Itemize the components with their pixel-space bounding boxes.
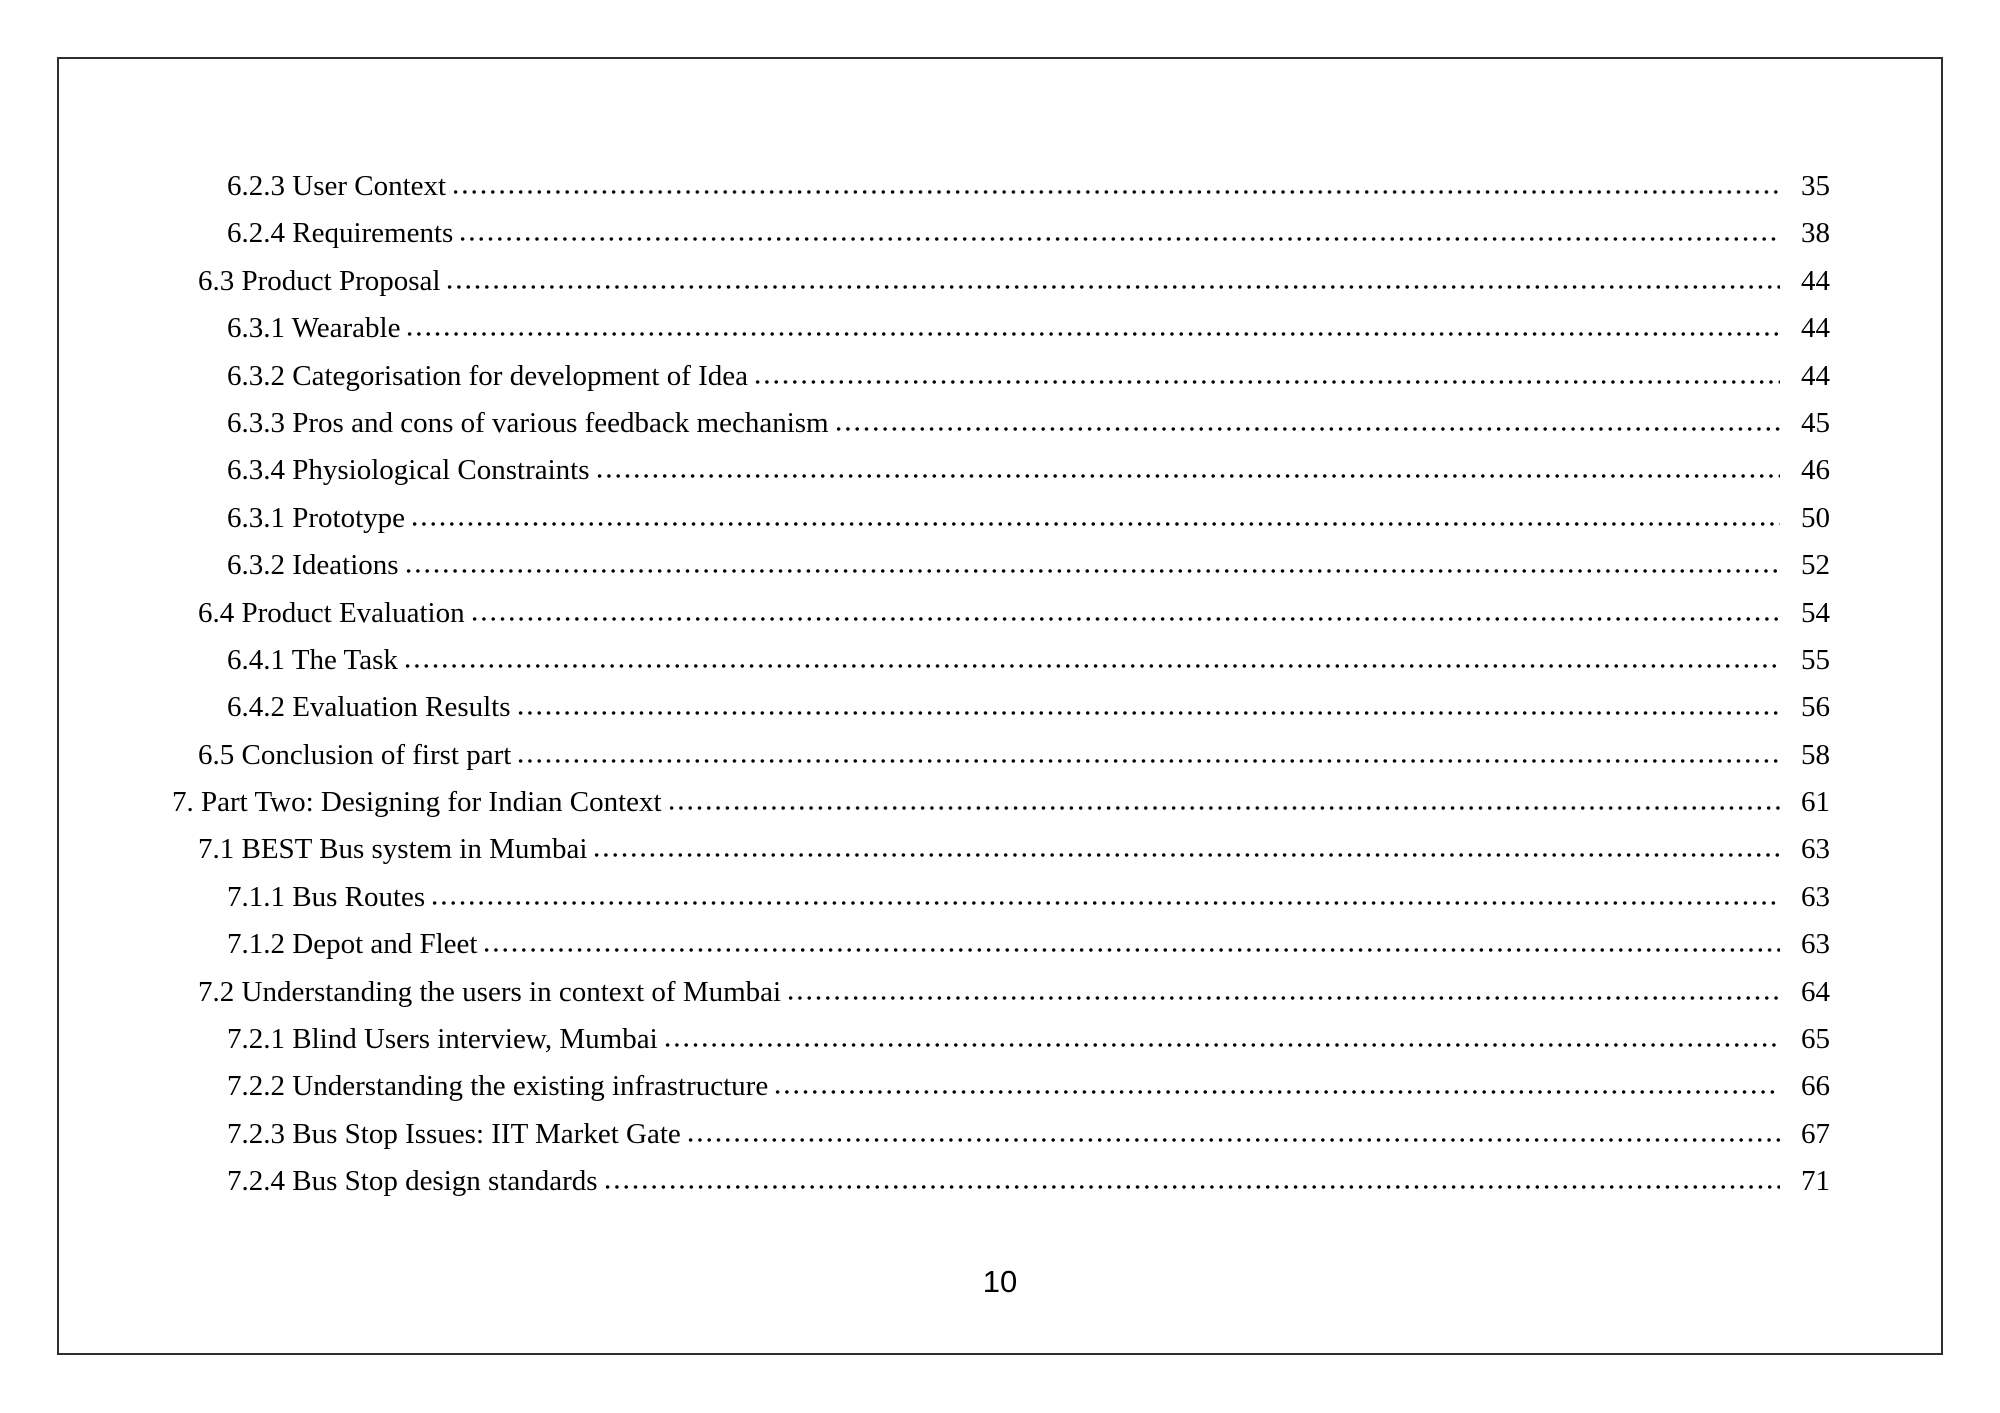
toc-entry-label: 6.2.4 Requirements [227,217,454,250]
table-of-contents [172,163,1830,1206]
toc-entry-page: 58 [1801,738,1830,771]
toc-entry-page: 55 [1801,643,1830,676]
toc-entry-label: 6.3 Product Proposal [198,264,441,297]
dot-leader [470,616,1780,622]
dot-leader [410,521,1780,527]
dot-leader [667,805,1780,811]
toc-entry[interactable] [172,210,1830,257]
dot-leader [773,1089,1780,1095]
toc-entry[interactable] [172,163,1830,210]
toc-entry-page: 54 [1801,596,1830,629]
toc-entry[interactable] [172,969,1830,1016]
toc-entry-page: 63 [1801,833,1830,866]
toc-entry-label: 7.2 Understanding the users in context of Mumbai [198,975,782,1008]
toc-entry-label: 6.3.1 Wearable [227,312,401,345]
dot-leader [404,568,1780,574]
toc-entry[interactable] [172,1016,1830,1063]
dot-leader [786,995,1780,1001]
toc-entry-page: 45 [1801,406,1830,439]
toc-entry-page: 46 [1801,454,1830,487]
toc-entry[interactable] [172,779,1830,826]
dot-leader [445,284,1780,290]
toc-entry-label: 7.1.1 Bus Routes [227,880,426,913]
footer-page-number: 10 [982,1264,1018,1299]
toc-entry[interactable] [172,542,1830,589]
toc-entry[interactable] [172,921,1830,968]
dot-leader [430,900,1780,906]
dot-leader [516,710,1780,716]
dot-leader [516,758,1780,764]
toc-entry[interactable] [172,637,1830,684]
toc-entry[interactable] [172,400,1830,447]
toc-entry-page: 50 [1801,501,1830,534]
dot-leader [595,473,1781,479]
toc-entry-label: 7.1 BEST Bus system in Mumbai [198,833,588,866]
dot-leader [834,426,1780,432]
toc-entry-page: 71 [1801,1165,1830,1198]
toc-entry[interactable] [172,353,1830,400]
toc-entry-page: 63 [1801,880,1830,913]
toc-entry-page: 61 [1801,786,1830,819]
toc-entry-label: 7.2.1 Blind Users interview, Mumbai [227,1023,658,1056]
toc-entry[interactable] [172,447,1830,494]
toc-entry[interactable] [172,495,1830,542]
dot-leader [403,663,1780,669]
dot-leader [663,1042,1780,1048]
toc-entry[interactable] [172,874,1830,921]
toc-entry-page: 52 [1801,549,1830,582]
toc-entry[interactable] [172,1158,1830,1205]
toc-entry-page: 38 [1801,217,1830,250]
dot-leader [603,1184,1780,1190]
toc-entry-label: 6.5 Conclusion of first part [198,738,512,771]
toc-entry-label: 7.1.2 Depot and Fleet [227,928,478,961]
toc-entry[interactable] [172,258,1830,305]
toc-entry-page: 35 [1801,170,1830,202]
toc-entry-page: 66 [1801,1070,1830,1103]
toc-entry-label: 6.3.4 Physiological Constraints [227,454,590,487]
toc-entry[interactable] [172,684,1830,731]
toc-entry-page: 63 [1801,928,1830,961]
toc-entry-page: 44 [1801,312,1830,345]
toc-entry[interactable] [172,590,1830,637]
toc-entry-page: 56 [1801,691,1830,724]
dot-leader [592,852,1780,858]
dot-leader [458,236,1780,242]
dot-leader [753,379,1780,385]
toc-entry-page: 67 [1801,1117,1830,1150]
toc-entry[interactable] [172,732,1830,779]
dot-leader [686,1137,1780,1143]
dot-leader [405,331,1780,337]
toc-entry-label: 6.4 Product Evaluation [198,596,465,629]
toc-entry[interactable] [172,1063,1830,1110]
toc-entry-label: 7.2.4 Bus Stop design standards [227,1165,598,1198]
toc-entry-label: 6.4.2 Evaluation Results [227,691,511,724]
toc-entry-label: 6.3.3 Pros and cons of various feedback mechanism [227,406,829,439]
toc-entry[interactable] [172,826,1830,873]
toc-entry-label: 7. Part Two: Designing for Indian Context [172,786,662,819]
toc-entry[interactable] [172,305,1830,352]
toc-entry-label: 6.3.1 Prototype [227,501,406,534]
toc-entry-page: 44 [1801,359,1830,392]
toc-entry-label: 6.3.2 Ideations [227,549,399,582]
toc-entry-page: 65 [1801,1023,1830,1056]
toc-entry[interactable] [172,1111,1830,1158]
toc-entry-label: 6.3.2 Categorisation for development of Idea [227,359,749,392]
toc-entry-label: 6.4.1 The Task [227,643,398,676]
dot-leader [451,189,1780,195]
toc-entry-label: 6.2.3 User Context [227,170,447,202]
toc-entry-page: 44 [1801,264,1830,297]
dot-leader [482,947,1780,953]
toc-entry-label: 7.2.3 Bus Stop Issues: IIT Market Gate [227,1117,681,1150]
toc-entry-page: 64 [1801,975,1830,1008]
toc-entry-label: 7.2.2 Understanding the existing infrastructure [227,1070,769,1103]
